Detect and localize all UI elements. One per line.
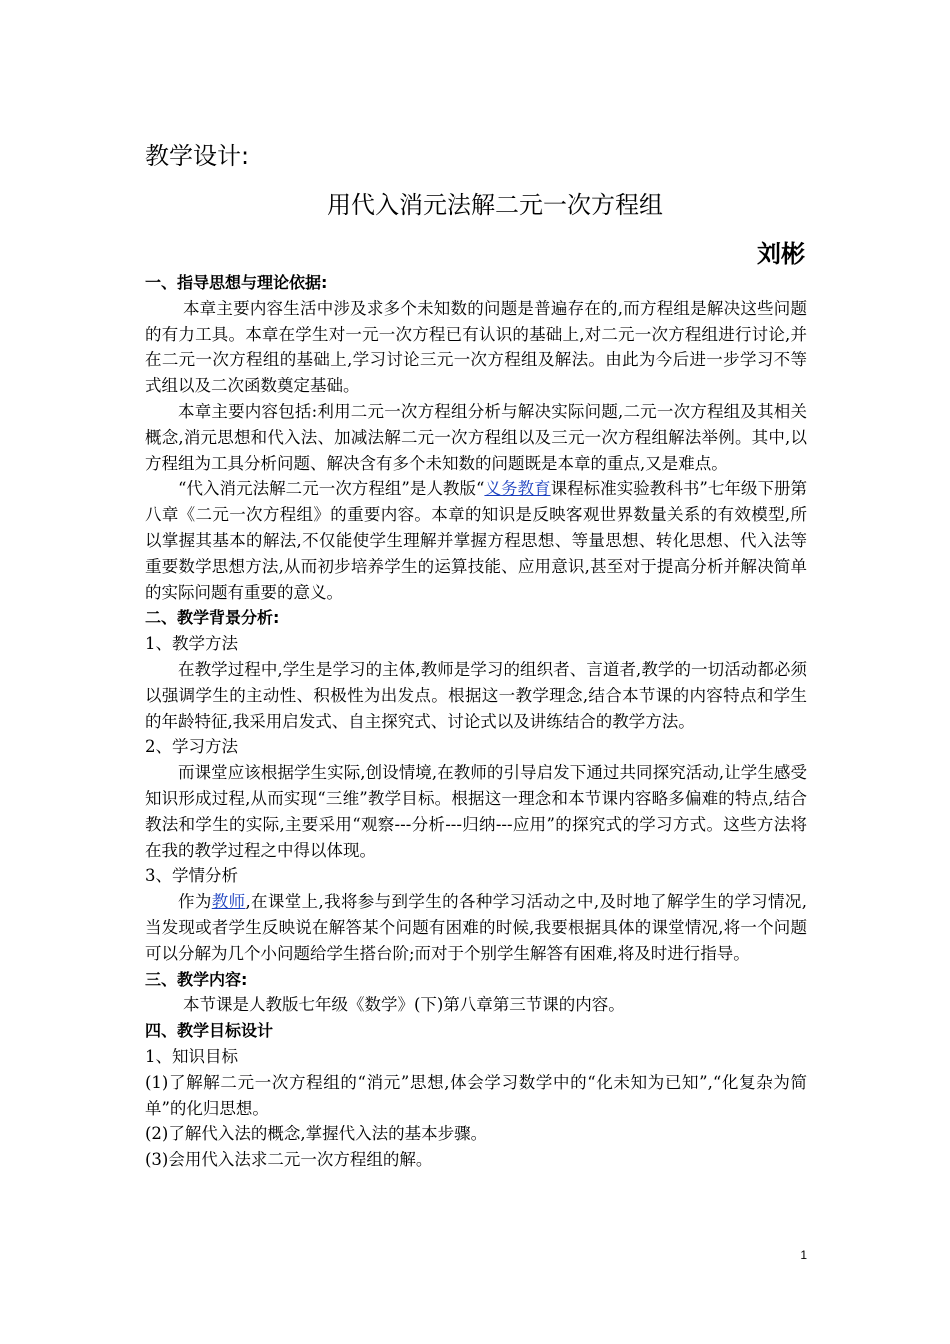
document-author: 刘彬 xyxy=(757,240,805,268)
document-title: 用代入消元法解二元一次方程组 xyxy=(327,191,663,219)
subsection-title: 3、学情分析 xyxy=(145,866,238,886)
page-number: 1 xyxy=(800,1248,807,1262)
link-teacher[interactable]: 教师 xyxy=(211,892,246,912)
paragraph-text: “代入消元法解二元一次方程组”是人教版“ xyxy=(178,479,485,499)
section-heading-objectives: 四、教学目标设计 xyxy=(145,1021,274,1041)
section-heading-content: 三、教学内容: xyxy=(145,969,248,989)
document-body xyxy=(145,270,807,1173)
section-heading-background: 二、教学背景分析: xyxy=(145,608,280,628)
paragraph: 本章主要内容包括:利用二元一次方程组分析与解决实际问题,二元一次方程组及其相关概念,消元思想和代入法、加减法解二元一次方程组以及三元一次方程组解法举例。其中,以方程组为工具分析问题、解决含有多个未知数的问题既是本章的重点,又是难点。 xyxy=(145,401,807,473)
paragraph-text: ,在课堂上,我将参与到学生的各种学习活动之中,及时地了解学生的学习情况,当发现或者学生反映说在解答某个问题有困难的时候,我要根据具体的课堂情况,将一个问题可以分解为几个小问题给学生搭台阶;而对于个别学生解答有困难,将及时进行指导。 xyxy=(145,892,807,963)
document-label: 教学设计: xyxy=(145,142,250,170)
list-item: (3)会用代入法求二元一次方程组的解。 xyxy=(145,1150,433,1170)
list-item: (2)了解代入法的概念,掌握代入法的基本步骤。 xyxy=(145,1124,488,1144)
paragraph xyxy=(145,889,807,966)
paragraph xyxy=(145,476,807,605)
paragraph: 本章主要内容生活中涉及求多个未知数的问题是普遍存在的,而方程组是解决这些问题的有力工具。本章在学生对一元一次方程已有认识的基础上,对二元一次方程组进行讨论,并在二元一次方程组的基础上,学习讨论三元一次方程组及解法。由此为今后进一步学习不等式组以及二次函数奠定基础。 xyxy=(145,298,807,396)
subsection-title: 2、学习方法 xyxy=(145,737,238,757)
list-item: (1)了解解二元一次方程组的“消元”思想,体会学习数学中的“化未知为已知”,“化复杂为简单”的化归思想。 xyxy=(145,1072,807,1118)
paragraph-text: 作为 xyxy=(178,892,212,912)
paragraph-text: 课程标准实验教科书”七年级下册第八章《二元一次方程组》的重要内容。本章的知识是反映客观世界数量关系的有效模型,所以掌握其基本的解法,不仅能使学生理解并掌握方程思想、等量思想、转化思想、代入法等重要数学思想方法,从而初步培养学生的运算技能、应用意识,甚至对于提高分析并解决简单的实际问题有重要的意义。 xyxy=(145,479,808,602)
subsection-title: 1、知识目标 xyxy=(145,1046,238,1066)
subsection-title: 1、教学方法 xyxy=(145,634,238,654)
paragraph: 在教学过程中,学生是学习的主体,教师是学习的组织者、言道者,教学的一切活动都必须以强调学生的主动性、积极性为出发点。根据这一教学理念,结合本节课的内容特点和学生的年龄特征,我采用启发式、自主探究式、讨论式以及讲练结合的教学方法。 xyxy=(145,659,807,731)
paragraph: 而课堂应该根据学生实际,创设情境,在教师的引导启发下通过共同探究活动,让学生感受知识形成过程,从而实现“三维”教学目标。根据这一理念和本节课内容略多偏难的特点,结合教法和学生的实际,主要采用“观察---分析---归纳---应用”的探究式的学习方式。这些方法将在我的教学过程之中得以体现。 xyxy=(145,763,807,860)
paragraph: 本节课是人教版七年级《数学》(下)第八章第三节课的内容。 xyxy=(182,995,625,1015)
link-compulsory-education[interactable]: 义务教育 xyxy=(484,479,551,499)
section-heading-guiding-ideas: 一、指导思想与理论依据: xyxy=(145,273,328,292)
